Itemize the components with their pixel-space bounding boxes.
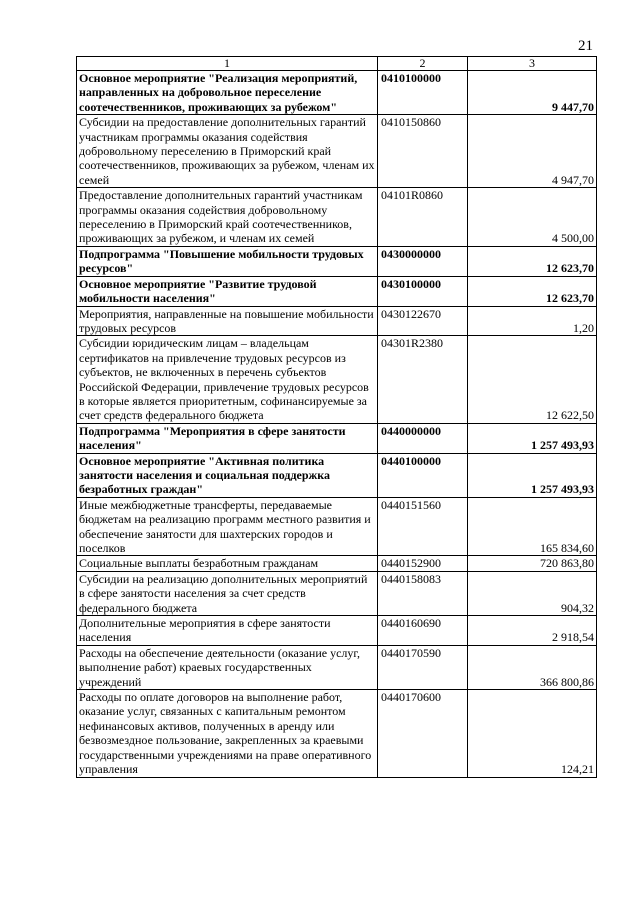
row-name: Социальные выплаты безработным гражданам — [77, 556, 378, 571]
row-name: Предоставление дополнительных гарантий участникам программы оказания содействия добровольному переселению в Приморский край соотечественников, проживающих за рубежом, и членам их семей — [77, 188, 378, 247]
row-code: 0440170590 — [378, 645, 468, 689]
row-code: 0410150860 — [378, 115, 468, 188]
column-header-3: 3 — [468, 57, 597, 71]
row-code: 0440152900 — [378, 556, 468, 571]
column-header-1: 1 — [77, 57, 378, 71]
row-amount: 9 447,70 — [468, 71, 597, 115]
table-row — [77, 497, 597, 556]
row-amount: 1 257 493,93 — [468, 423, 597, 453]
row-name: Дополнительные мероприятия в сфере занятости населения — [77, 616, 378, 646]
row-code: 04101R0860 — [378, 188, 468, 247]
row-amount: 366 800,86 — [468, 645, 597, 689]
page-number: 21 — [578, 38, 593, 54]
row-name: Основное мероприятие "Активная политика занятости населения и социальная поддержка безработных граждан" — [77, 453, 378, 497]
table-row — [77, 71, 597, 115]
row-name: Мероприятия, направленные на повышение мобильности трудовых ресурсов — [77, 306, 378, 336]
row-amount: 904,32 — [468, 571, 597, 615]
column-header-2: 2 — [378, 57, 468, 71]
row-code: 04301R2380 — [378, 336, 468, 423]
row-code: 0410100000 — [378, 71, 468, 115]
row-code: 0430122670 — [378, 306, 468, 336]
table-row — [77, 571, 597, 615]
table-row — [77, 616, 597, 646]
row-code: 0440160690 — [378, 616, 468, 646]
table-row — [77, 556, 597, 571]
table-row — [77, 453, 597, 497]
row-name: Расходы на обеспечение деятельности (оказание услуг, выполнение работ) краевых государственных учреждений — [77, 645, 378, 689]
row-name: Подпрограмма "Мероприятия в сфере занятости населения" — [77, 423, 378, 453]
table-row — [77, 276, 597, 306]
row-code: 0440158083 — [378, 571, 468, 615]
table-row — [77, 188, 597, 247]
row-amount: 2 918,54 — [468, 616, 597, 646]
table-row — [77, 645, 597, 689]
row-name: Подпрограмма "Повышение мобильности трудовых ресурсов" — [77, 246, 378, 276]
row-code: 0440151560 — [378, 497, 468, 556]
header-row — [77, 57, 597, 71]
table-row — [77, 336, 597, 423]
row-name: Иные межбюджетные трансферты, передаваемые бюджетам на реализацию программ местного развития и обеспечение занятости для шахтерских городов и поселков — [77, 497, 378, 556]
row-code: 0440000000 — [378, 423, 468, 453]
row-amount: 1 257 493,93 — [468, 453, 597, 497]
row-name: Основное мероприятие "Реализация мероприятий, направленных на добровольное переселение соотечественников, проживающих за рубежом" — [77, 71, 378, 115]
table-row — [77, 115, 597, 188]
row-amount: 12 623,70 — [468, 246, 597, 276]
row-amount: 12 623,70 — [468, 276, 597, 306]
table-body — [77, 57, 597, 778]
row-name: Субсидии юридическим лицам – владельцам сертификатов на привлечение трудовых ресурсов из субъектов, не включенных в перечень субъектов Российской Федерации, привлечение трудовых ресурсов в которые является приоритетным, софинансируемые за счет средств федерального бюджета — [77, 336, 378, 423]
row-name: Субсидии на реализацию дополнительных мероприятий в сфере занятости населения за счет средств федерального бюджета — [77, 571, 378, 615]
row-name: Субсидии на предоставление дополнительных гарантий участникам программы оказания содействия добровольному переселению в Приморский край соотечественников, проживающих за рубежом, членам их семей — [77, 115, 378, 188]
budget-table — [76, 56, 597, 778]
table-row — [77, 423, 597, 453]
row-amount: 4 500,00 — [468, 188, 597, 247]
table-row — [77, 306, 597, 336]
row-amount: 720 863,80 — [468, 556, 597, 571]
row-amount: 165 834,60 — [468, 497, 597, 556]
table-row — [77, 246, 597, 276]
table-row — [77, 690, 597, 777]
row-name: Расходы по оплате договоров на выполнение работ, оказание услуг, связанных с капитальным ремонтом нефинансовых активов, полученных в аренду или безвозмездное пользование, закрепленных за краевыми государственными учреждениями на праве оперативного управления — [77, 690, 378, 777]
row-name: Основное мероприятие "Развитие трудовой мобильности населения" — [77, 276, 378, 306]
row-code: 0440170600 — [378, 690, 468, 777]
row-code: 0430100000 — [378, 276, 468, 306]
row-amount: 4 947,70 — [468, 115, 597, 188]
row-amount: 12 622,50 — [468, 336, 597, 423]
row-code: 0430000000 — [378, 246, 468, 276]
row-amount: 124,21 — [468, 690, 597, 777]
row-code: 0440100000 — [378, 453, 468, 497]
row-amount: 1,20 — [468, 306, 597, 336]
